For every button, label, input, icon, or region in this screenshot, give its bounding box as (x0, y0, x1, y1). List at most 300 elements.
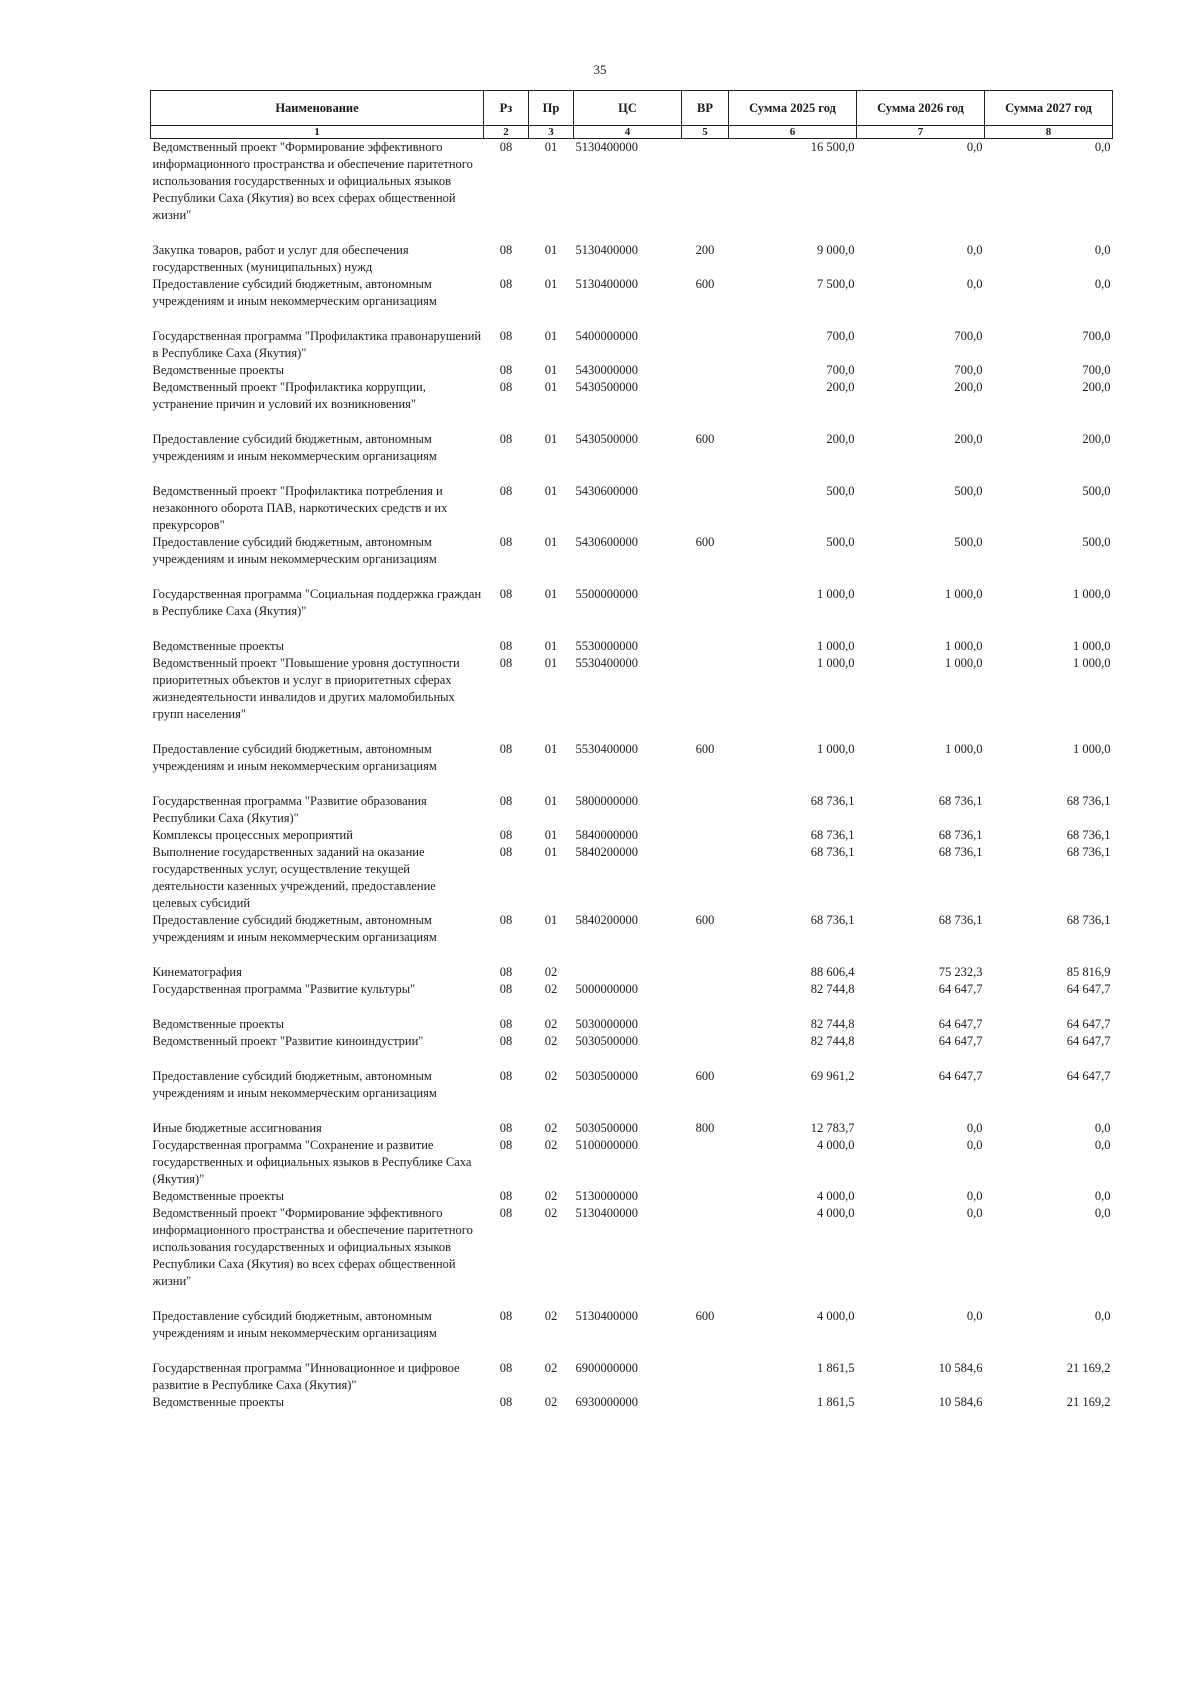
header-vr: ВР (682, 91, 729, 126)
row-rz: 08 (499, 1189, 513, 1203)
row-pr: 01 (544, 484, 558, 498)
row-cs: 5430600000 (575, 535, 638, 549)
table-row (151, 534, 1113, 568)
row-cs (574, 964, 682, 981)
row-sum-2025: 200,0 (826, 380, 855, 394)
row-vr (682, 638, 729, 655)
row-spacer (151, 775, 1113, 793)
row-pr: 02 (544, 1121, 558, 1135)
row-sum-2025: 68 736,1 (810, 794, 855, 808)
table-row (151, 638, 1113, 655)
row-sum-2026: 1 000,0 (945, 656, 983, 670)
table-row (151, 981, 1113, 998)
row-spacer (151, 723, 1113, 741)
header-cs: ЦС (574, 91, 682, 126)
row-sum-2027: 0,0 (1094, 243, 1111, 257)
row-name: Ведомственные проекты (152, 1017, 285, 1031)
table-row (151, 793, 1113, 827)
row-vr (682, 964, 729, 981)
header-sum-2027: Сумма 2027 год (985, 91, 1113, 126)
row-sum-2027: 0,0 (1094, 1121, 1111, 1135)
row-pr: 02 (544, 1189, 558, 1203)
row-pr: 01 (544, 828, 558, 842)
row-rz: 08 (499, 329, 513, 343)
row-cs: 5840200000 (575, 913, 638, 927)
row-sum-2027: 64 647,7 (1066, 1017, 1111, 1031)
row-cs: 5030500000 (575, 1121, 638, 1135)
row-sum-2026: 68 736,1 (938, 913, 983, 927)
row-sum-2026: 0,0 (966, 1189, 983, 1203)
row-spacer-cell (151, 998, 1113, 1016)
row-vr: 600 (695, 432, 715, 446)
row-sum-2025: 69 961,2 (810, 1069, 855, 1083)
row-sum-2027: 68 736,1 (1066, 828, 1111, 842)
row-vr (682, 844, 729, 912)
table-row (151, 1205, 1113, 1290)
row-vr: 600 (695, 535, 715, 549)
row-spacer-cell (151, 310, 1113, 328)
row-sum-2027: 85 816,9 (1066, 965, 1111, 979)
row-sum-2026: 75 232,3 (938, 965, 983, 979)
row-name: Государственная программа "Сохранение и развитие государственных и официальных языков в Республике Саха (Якутия)" (152, 1138, 472, 1186)
row-sum-2025: 16 500,0 (810, 140, 855, 154)
row-sum-2027: 0,0 (1094, 1309, 1111, 1323)
header-sum-2026: Сумма 2026 год (857, 91, 985, 126)
row-rz: 08 (499, 432, 513, 446)
row-vr (682, 655, 729, 723)
row-sum-2025: 68 736,1 (810, 828, 855, 842)
row-sum-2026: 64 647,7 (938, 1034, 983, 1048)
row-sum-2027: 200,0 (1082, 432, 1111, 446)
table-row (151, 379, 1113, 413)
row-sum-2027: 700,0 (1082, 329, 1111, 343)
row-vr (682, 483, 729, 534)
row-cs: 5130400000 (575, 1309, 638, 1323)
row-cs: 5530400000 (575, 656, 638, 670)
row-sum-2027: 64 647,7 (1066, 1034, 1111, 1048)
table-row (151, 1308, 1113, 1342)
row-vr (682, 793, 729, 827)
row-rz: 08 (499, 794, 513, 808)
row-vr: 600 (695, 1069, 715, 1083)
row-spacer (151, 224, 1113, 242)
row-sum-2027: 21 169,2 (1066, 1361, 1111, 1375)
row-cs: 5130400000 (575, 243, 638, 257)
row-pr: 01 (544, 363, 558, 377)
row-spacer (151, 1342, 1113, 1360)
row-pr: 01 (544, 432, 558, 446)
row-vr (682, 139, 729, 225)
header-name: Наименование (151, 91, 484, 126)
row-sum-2025: 82 744,8 (810, 1017, 855, 1031)
table-body (151, 139, 1113, 1412)
row-spacer-cell (151, 224, 1113, 242)
row-spacer-cell (151, 775, 1113, 793)
row-spacer-cell (151, 568, 1113, 586)
header-pr: Пр (529, 91, 574, 126)
row-sum-2025: 68 736,1 (810, 845, 855, 859)
row-name: Государственная программа "Социальная поддержка граждан в Республике Саха (Якутия)" (152, 587, 482, 618)
row-sum-2026: 1 000,0 (945, 639, 983, 653)
row-spacer-cell (151, 413, 1113, 431)
row-spacer-cell (151, 465, 1113, 483)
row-cs: 5530400000 (575, 742, 638, 756)
table-row (151, 827, 1113, 844)
table-row (151, 362, 1113, 379)
table-row (151, 328, 1113, 362)
row-pr: 01 (544, 140, 558, 154)
row-cs: 5030000000 (575, 1017, 638, 1031)
row-rz: 08 (499, 1121, 513, 1135)
row-pr: 01 (544, 913, 558, 927)
row-pr: 02 (544, 1017, 558, 1031)
row-rz: 08 (499, 535, 513, 549)
table-row (151, 483, 1113, 534)
row-pr: 01 (544, 243, 558, 257)
row-name: Ведомственный проект "Формирование эффективного информационного пространства и обеспечение паритетного использования государственных и официальных языков Республики Саха (Якутия) во всех сферах общественной жизни" (152, 1206, 473, 1288)
row-sum-2026: 64 647,7 (938, 982, 983, 996)
row-spacer (151, 620, 1113, 638)
row-spacer-cell (151, 1290, 1113, 1308)
row-name: Ведомственные проекты (152, 363, 285, 377)
row-sum-2027: 1 000,0 (1073, 656, 1111, 670)
row-sum-2025: 1 000,0 (817, 656, 855, 670)
column-number: 8 (985, 126, 1113, 139)
row-cs: 5130000000 (575, 1189, 638, 1203)
table-row (151, 741, 1113, 775)
row-sum-2025: 1 861,5 (817, 1361, 855, 1375)
row-vr (682, 1137, 729, 1188)
row-sum-2026: 0,0 (966, 243, 983, 257)
row-sum-2025: 9 000,0 (817, 243, 855, 257)
row-spacer-cell (151, 1342, 1113, 1360)
row-sum-2026: 1 000,0 (945, 742, 983, 756)
row-rz: 08 (499, 363, 513, 377)
row-sum-2026: 64 647,7 (938, 1017, 983, 1031)
row-cs: 5430000000 (575, 363, 638, 377)
row-sum-2025: 1 000,0 (817, 742, 855, 756)
row-sum-2025: 82 744,8 (810, 1034, 855, 1048)
row-name: Предоставление субсидий бюджетным, автономным учреждениям и иным некоммерческим организациям (152, 742, 437, 773)
row-sum-2027: 68 736,1 (1066, 913, 1111, 927)
row-name: Ведомственный проект "Повышение уровня доступности приоритетных объектов и услуг в приоритетных сферах жизнедеятельности инвалидов и других маломобильных групп населения" (152, 656, 460, 721)
row-sum-2026: 68 736,1 (938, 828, 983, 842)
row-vr (682, 1033, 729, 1050)
column-number: 7 (857, 126, 985, 139)
row-sum-2027: 1 000,0 (1073, 639, 1111, 653)
row-sum-2027: 0,0 (1094, 1206, 1111, 1220)
row-pr: 02 (544, 1206, 558, 1220)
row-sum-2026: 68 736,1 (938, 845, 983, 859)
row-spacer-cell (151, 1050, 1113, 1068)
row-rz: 08 (499, 913, 513, 927)
row-vr: 600 (695, 1309, 715, 1323)
row-sum-2026: 200,0 (954, 432, 983, 446)
row-vr (682, 328, 729, 362)
table-row (151, 1137, 1113, 1188)
row-name: Предоставление субсидий бюджетным, автономным учреждениям и иным некоммерческим организациям (152, 277, 437, 308)
row-sum-2025: 1 000,0 (817, 587, 855, 601)
row-pr: 02 (544, 1138, 558, 1152)
row-vr: 800 (695, 1121, 715, 1135)
row-pr: 02 (544, 1309, 558, 1323)
row-cs: 6930000000 (575, 1395, 638, 1409)
row-vr (682, 379, 729, 413)
table-row (151, 1033, 1113, 1050)
row-sum-2025: 68 736,1 (810, 913, 855, 927)
row-rz: 08 (499, 277, 513, 291)
row-sum-2025: 82 744,8 (810, 982, 855, 996)
row-sum-2027: 0,0 (1094, 1189, 1111, 1203)
row-name: Государственная программа "Развитие культуры" (152, 982, 416, 996)
row-vr (682, 362, 729, 379)
row-sum-2026: 700,0 (954, 363, 983, 377)
row-rz: 08 (499, 1017, 513, 1031)
row-rz: 08 (499, 982, 513, 996)
column-number: 2 (484, 126, 529, 139)
row-sum-2027: 1 000,0 (1073, 587, 1111, 601)
row-vr (682, 1394, 729, 1411)
table-row (151, 1394, 1113, 1411)
budget-table (150, 90, 1113, 1411)
row-sum-2025: 1 000,0 (817, 639, 855, 653)
row-sum-2026: 0,0 (966, 1138, 983, 1152)
row-rz: 08 (499, 1069, 513, 1083)
row-cs: 5000000000 (575, 982, 638, 996)
row-pr: 01 (544, 535, 558, 549)
row-sum-2027: 0,0 (1094, 1138, 1111, 1152)
table-row (151, 1360, 1113, 1394)
row-spacer-cell (151, 723, 1113, 741)
row-sum-2026: 0,0 (966, 140, 983, 154)
row-sum-2026: 500,0 (954, 535, 983, 549)
row-sum-2026: 500,0 (954, 484, 983, 498)
row-sum-2025: 200,0 (826, 432, 855, 446)
row-vr: 200 (695, 243, 715, 257)
table-row (151, 242, 1113, 276)
header-rz: Рз (484, 91, 529, 126)
row-spacer (151, 946, 1113, 964)
row-cs: 5500000000 (575, 587, 638, 601)
row-name: Ведомственный проект "Развитие киноиндустрии" (152, 1034, 424, 1048)
row-pr: 01 (544, 587, 558, 601)
row-rz: 08 (499, 484, 513, 498)
row-spacer (151, 1102, 1113, 1120)
table-row (151, 844, 1113, 912)
row-spacer (151, 310, 1113, 328)
row-rz: 08 (499, 587, 513, 601)
table-row (151, 1188, 1113, 1205)
row-name: Закупка товаров, работ и услуг для обеспечения государственных (муниципальных) нужд (152, 243, 409, 274)
row-cs: 6900000000 (575, 1361, 638, 1375)
row-name: Ведомственный проект "Профилактика коррупции, устранение причин и условий их возникновения" (152, 380, 426, 411)
row-sum-2025: 500,0 (826, 535, 855, 549)
row-rz: 08 (499, 380, 513, 394)
table-row (151, 586, 1113, 620)
row-sum-2027: 64 647,7 (1066, 1069, 1111, 1083)
row-name: Государственная программа "Профилактика правонарушений в Республике Саха (Якутия)" (152, 329, 482, 360)
header-sum-2025: Сумма 2025 год (729, 91, 857, 126)
row-cs: 5840200000 (575, 845, 638, 859)
row-sum-2025: 700,0 (826, 329, 855, 343)
row-vr (682, 1360, 729, 1394)
row-rz: 08 (499, 243, 513, 257)
row-cs: 5030500000 (575, 1034, 638, 1048)
row-name: Предоставление субсидий бюджетным, автономным учреждениям и иным некоммерческим организациям (152, 432, 437, 463)
row-pr: 01 (544, 329, 558, 343)
table-header-row (151, 91, 1113, 126)
row-rz: 08 (499, 1034, 513, 1048)
row-name: Комплексы процессных мероприятий (152, 828, 353, 842)
row-pr: 01 (544, 656, 558, 670)
column-number-row (151, 126, 1113, 139)
row-cs: 5130400000 (575, 1206, 638, 1220)
row-name: Государственная программа "Развитие образования Республики Саха (Якутия)" (152, 794, 427, 825)
row-spacer (151, 413, 1113, 431)
row-cs: 5800000000 (575, 794, 638, 808)
row-pr: 02 (544, 1034, 558, 1048)
row-rz: 08 (499, 639, 513, 653)
table-row (151, 655, 1113, 723)
row-spacer (151, 1290, 1113, 1308)
row-sum-2027: 500,0 (1082, 484, 1111, 498)
row-sum-2027: 68 736,1 (1066, 845, 1111, 859)
row-name: Государственная программа "Инновационное и цифровое развитие в Республике Саха (Якутия)" (152, 1361, 460, 1392)
row-name: Ведомственные проекты (152, 639, 285, 653)
row-sum-2026: 64 647,7 (938, 1069, 983, 1083)
row-spacer-cell (151, 620, 1113, 638)
table-row (151, 1068, 1113, 1102)
row-pr: 02 (544, 1395, 558, 1409)
row-spacer-cell (151, 946, 1113, 964)
row-vr (682, 981, 729, 998)
row-rz: 08 (499, 1361, 513, 1375)
row-spacer (151, 465, 1113, 483)
row-name: Ведомственные проекты (152, 1395, 285, 1409)
row-spacer-cell (151, 1102, 1113, 1120)
row-sum-2025: 4 000,0 (817, 1206, 855, 1220)
row-name: Выполнение государственных заданий на оказание государственных услуг, осуществление текущей деятельности казенных учреждений, предоставление целевых субсидий (152, 845, 436, 910)
row-sum-2027: 0,0 (1094, 140, 1111, 154)
row-sum-2027: 21 169,2 (1066, 1395, 1111, 1409)
row-pr: 02 (544, 1361, 558, 1375)
row-vr: 600 (695, 742, 715, 756)
row-sum-2025: 4 000,0 (817, 1189, 855, 1203)
table-row (151, 912, 1113, 946)
column-number: 1 (151, 126, 484, 139)
row-pr: 01 (544, 639, 558, 653)
row-sum-2026: 700,0 (954, 329, 983, 343)
row-vr: 600 (695, 913, 715, 927)
row-sum-2027: 64 647,7 (1066, 982, 1111, 996)
column-number: 5 (682, 126, 729, 139)
row-pr: 02 (544, 1069, 558, 1083)
table-row (151, 964, 1113, 981)
column-number: 4 (574, 126, 682, 139)
row-pr: 02 (544, 965, 558, 979)
row-name: Предоставление субсидий бюджетным, автономным учреждениям и иным некоммерческим организациям (152, 1309, 437, 1340)
row-sum-2026: 0,0 (966, 1309, 983, 1323)
row-rz: 08 (499, 965, 513, 979)
row-name: Предоставление субсидий бюджетным, автономным учреждениям и иным некоммерческим организациям (152, 535, 437, 566)
row-sum-2025: 4 000,0 (817, 1138, 855, 1152)
row-rz: 08 (499, 656, 513, 670)
column-number: 3 (529, 126, 574, 139)
page-number: 35 (593, 62, 607, 77)
row-rz: 08 (499, 1395, 513, 1409)
row-pr: 01 (544, 380, 558, 394)
row-sum-2025: 700,0 (826, 363, 855, 377)
row-vr (682, 1205, 729, 1290)
row-cs: 5130400000 (575, 277, 638, 291)
row-pr: 02 (544, 982, 558, 996)
row-sum-2027: 0,0 (1094, 277, 1111, 291)
row-pr: 01 (544, 277, 558, 291)
row-spacer (151, 568, 1113, 586)
row-cs: 5530000000 (575, 639, 638, 653)
column-number: 6 (729, 126, 857, 139)
row-sum-2027: 68 736,1 (1066, 794, 1111, 808)
row-cs: 5430600000 (575, 484, 638, 498)
row-cs: 5430500000 (575, 432, 638, 446)
row-spacer (151, 1050, 1113, 1068)
table-row (151, 1120, 1113, 1137)
row-rz: 08 (499, 1138, 513, 1152)
row-sum-2026: 1 000,0 (945, 587, 983, 601)
row-pr: 01 (544, 845, 558, 859)
row-sum-2026: 0,0 (966, 1121, 983, 1135)
row-name: Предоставление субсидий бюджетным, автономным учреждениям и иным некоммерческим организациям (152, 1069, 437, 1100)
row-sum-2026: 0,0 (966, 277, 983, 291)
row-vr (682, 1188, 729, 1205)
row-vr (682, 1016, 729, 1033)
row-rz: 08 (499, 1206, 513, 1220)
row-sum-2025: 500,0 (826, 484, 855, 498)
row-sum-2025: 12 783,7 (810, 1121, 855, 1135)
table-row (151, 276, 1113, 310)
row-sum-2027: 1 000,0 (1073, 742, 1111, 756)
row-pr: 01 (544, 742, 558, 756)
row-cs: 5030500000 (575, 1069, 638, 1083)
row-rz: 08 (499, 845, 513, 859)
row-sum-2025: 7 500,0 (817, 277, 855, 291)
table-row (151, 139, 1113, 225)
row-spacer (151, 998, 1113, 1016)
row-sum-2025: 4 000,0 (817, 1309, 855, 1323)
row-sum-2027: 500,0 (1082, 535, 1111, 549)
row-name: Иные бюджетные ассигнования (152, 1121, 322, 1135)
row-name: Кинематография (152, 965, 242, 979)
table-row (151, 1016, 1113, 1033)
row-sum-2025: 1 861,5 (817, 1395, 855, 1409)
row-name: Ведомственные проекты (152, 1189, 285, 1203)
row-cs: 5400000000 (575, 329, 638, 343)
row-rz: 08 (499, 828, 513, 842)
row-sum-2026: 0,0 (966, 1206, 983, 1220)
row-cs: 5130400000 (575, 140, 638, 154)
row-name: Ведомственный проект "Формирование эффективного информационного пространства и обеспечение паритетного использования государственных и официальных языков Республики Саха (Якутия) во всех сферах общественной жизни" (152, 140, 473, 222)
row-sum-2026: 200,0 (954, 380, 983, 394)
row-vr (682, 827, 729, 844)
row-rz: 08 (499, 140, 513, 154)
row-name: Предоставление субсидий бюджетным, автономным учреждениям и иным некоммерческим организациям (152, 913, 437, 944)
row-sum-2026: 10 584,6 (938, 1395, 983, 1409)
row-name: Ведомственный проект "Профилактика потребления и незаконного оборота ПАВ, наркотических средств и их прекурсоров" (152, 484, 448, 532)
row-sum-2026: 10 584,6 (938, 1361, 983, 1375)
row-rz: 08 (499, 1309, 513, 1323)
table-row (151, 431, 1113, 465)
row-sum-2027: 200,0 (1082, 380, 1111, 394)
